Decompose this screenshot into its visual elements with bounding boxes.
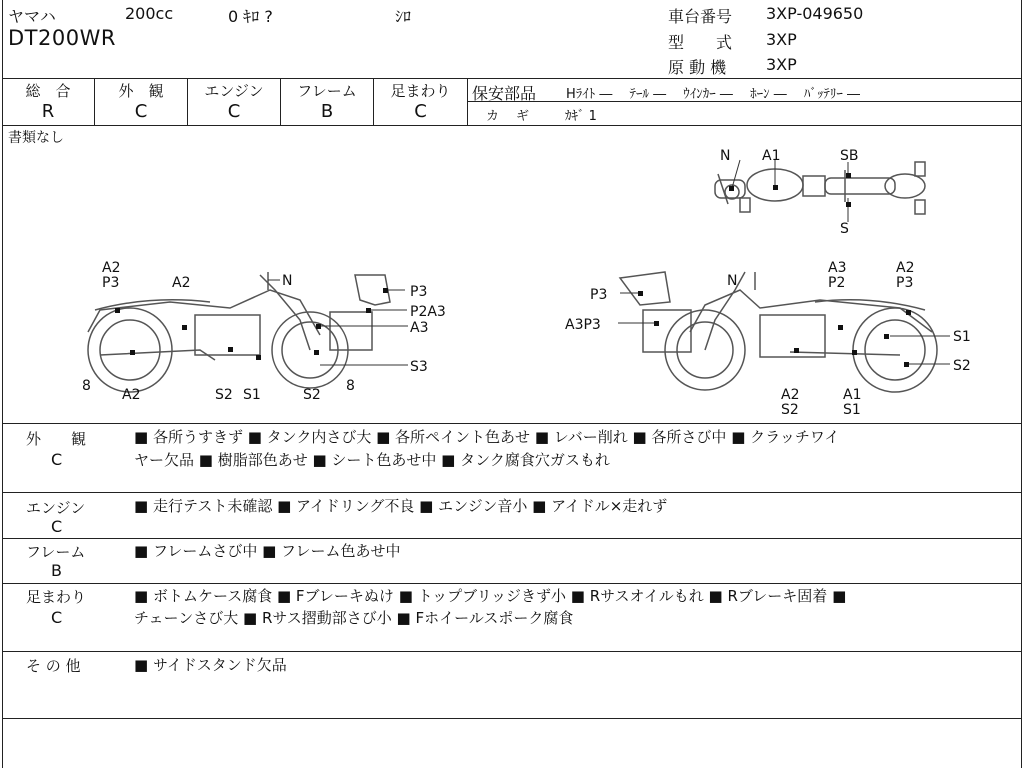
frame-no: 3XP-049650	[766, 4, 864, 23]
grade-col-sep-5	[467, 78, 468, 125]
section-exterior-label: 外 観	[26, 430, 87, 448]
model-name: DT200WR	[8, 26, 116, 50]
grade-engine-label: エンジン	[204, 82, 264, 100]
label-left-7: A3	[410, 320, 429, 336]
section-suspension-text-2: チェーンさび大 ■ Rサス摺動部さび小 ■ Fホイールスポーク腐食	[134, 609, 574, 627]
motorcycle-diagram	[0, 140, 1024, 422]
label-top-a1: A1	[762, 148, 781, 164]
label-left-6: P2A3	[410, 304, 446, 320]
label-right-13: S1	[843, 402, 861, 418]
label-right-7: A3P3	[565, 317, 601, 333]
left-side-bike	[88, 272, 390, 392]
frame-no-label: 車台番号	[668, 7, 733, 26]
grade-exterior-value: C	[134, 101, 148, 122]
section-suspension-grade: C	[51, 608, 63, 627]
displacement: 200cc	[125, 4, 174, 23]
section-divider-4	[2, 651, 1022, 652]
label-right-3: A3	[828, 260, 847, 276]
section-engine-label: エンジン	[26, 499, 86, 517]
label-top-s: S	[840, 221, 849, 237]
right-side-bike	[620, 272, 937, 392]
label-left-2: P3	[102, 275, 120, 291]
section-divider-5	[2, 718, 1022, 719]
type-label: 型 式	[668, 33, 733, 52]
section-frame-text-1: ■ フレームさび中 ■ フレーム色あせ中	[134, 542, 401, 560]
label-left-5: P3	[410, 284, 428, 300]
section-exterior-text-1: ■ 各所うすきず ■ タンク内さび大 ■ 各所ペイント色あせ ■ レバー削れ ■ 各所さび中 ■ クラッチワイ	[134, 428, 840, 446]
safety-items: Hﾗｲﾄ ― ﾃｰﾙ ― ｳｲﾝｶｰ ― ﾎｰﾝ ― ﾊﾞｯﾃﾘｰ ―	[566, 87, 860, 102]
grade-table-bottom	[2, 125, 1022, 126]
section-engine-text-1: ■ 走行テスト未確認 ■ アイドリング不良 ■ エンジン音小 ■ アイドル×走れず	[134, 497, 668, 515]
section-divider-1	[2, 492, 1022, 493]
engine-type-label: 原 動 機	[668, 58, 727, 77]
color: ｼﾛ	[395, 7, 412, 26]
label-left-4: N	[282, 273, 293, 289]
section-suspension-label: 足まわり	[26, 588, 87, 606]
label-left-14: 8	[346, 378, 355, 394]
grade-suspension-value: C	[414, 101, 427, 122]
label-left-8: S3	[410, 359, 428, 375]
safety-label: 保安部品	[472, 84, 537, 103]
section-exterior-text-2: ヤー欠品 ■ 樹脂部色あせ ■ シート色あせ中 ■ タンク腐食穴ガスもれ	[134, 451, 610, 469]
label-right-6: P3	[896, 275, 914, 291]
label-left-9: 8	[82, 378, 91, 394]
label-left-1: A2	[102, 260, 121, 276]
label-right-11: S2	[781, 402, 799, 418]
engine-type-value: 3XP	[766, 55, 797, 74]
documents-note: 書類なし	[8, 130, 64, 146]
label-right-8: S1	[953, 329, 971, 345]
label-right-10: A2	[781, 387, 800, 403]
section-divider-2	[2, 538, 1022, 539]
label-left-13: S2	[303, 387, 321, 403]
label-right-9: S2	[953, 358, 971, 374]
grade-table-top	[2, 78, 1022, 79]
label-top-n: N	[720, 148, 731, 164]
top-view-bike	[715, 162, 925, 214]
label-top-sb: SB	[840, 148, 859, 164]
maker-name: ヤマハ	[8, 7, 56, 26]
section-engine-grade: C	[51, 517, 63, 536]
grade-engine-value: C	[227, 101, 241, 122]
label-left-11: S2	[215, 387, 233, 403]
grade-suspension-label: 足まわり	[390, 82, 451, 100]
section-frame-label: フレーム	[26, 543, 86, 561]
section-suspension-text-1: ■ ボトムケース腐食 ■ Fブレーキぬけ ■ トップブリッジきず小 ■ Rサスオイルもれ ■ Rブレーキ固着 ■	[134, 587, 847, 605]
grade-frame-label: フレーム	[297, 82, 357, 100]
label-right-1: P3	[590, 287, 608, 303]
section-frame-grade: B	[51, 561, 62, 580]
section-divider-3	[2, 583, 1022, 584]
grade-overall-value: R	[41, 101, 55, 122]
label-left-12: S1	[243, 387, 261, 403]
type-value: 3XP	[766, 30, 797, 49]
label-right-12: A1	[843, 387, 862, 403]
section-divider-0	[2, 423, 1022, 424]
label-right-5: A2	[896, 260, 915, 276]
grade-frame-value: B	[320, 101, 334, 122]
key-value: ｶｷﾞ 1	[565, 109, 597, 124]
label-right-4: P2	[828, 275, 846, 291]
grade-overall-label: 総 合	[25, 82, 71, 100]
label-left-10: A2	[122, 387, 141, 403]
grade-exterior-label: 外 観	[118, 82, 164, 100]
section-exterior-grade: C	[51, 450, 63, 469]
label-right-2: N	[727, 273, 738, 289]
section-other-label: そ の 他	[26, 657, 81, 675]
mileage: 0 ｷﾛ ?	[228, 7, 273, 26]
label-left-3: A2	[172, 275, 191, 291]
key-label: カ ギ	[486, 109, 532, 124]
section-other-text-1: ■ サイドスタンド欠品	[134, 656, 287, 674]
